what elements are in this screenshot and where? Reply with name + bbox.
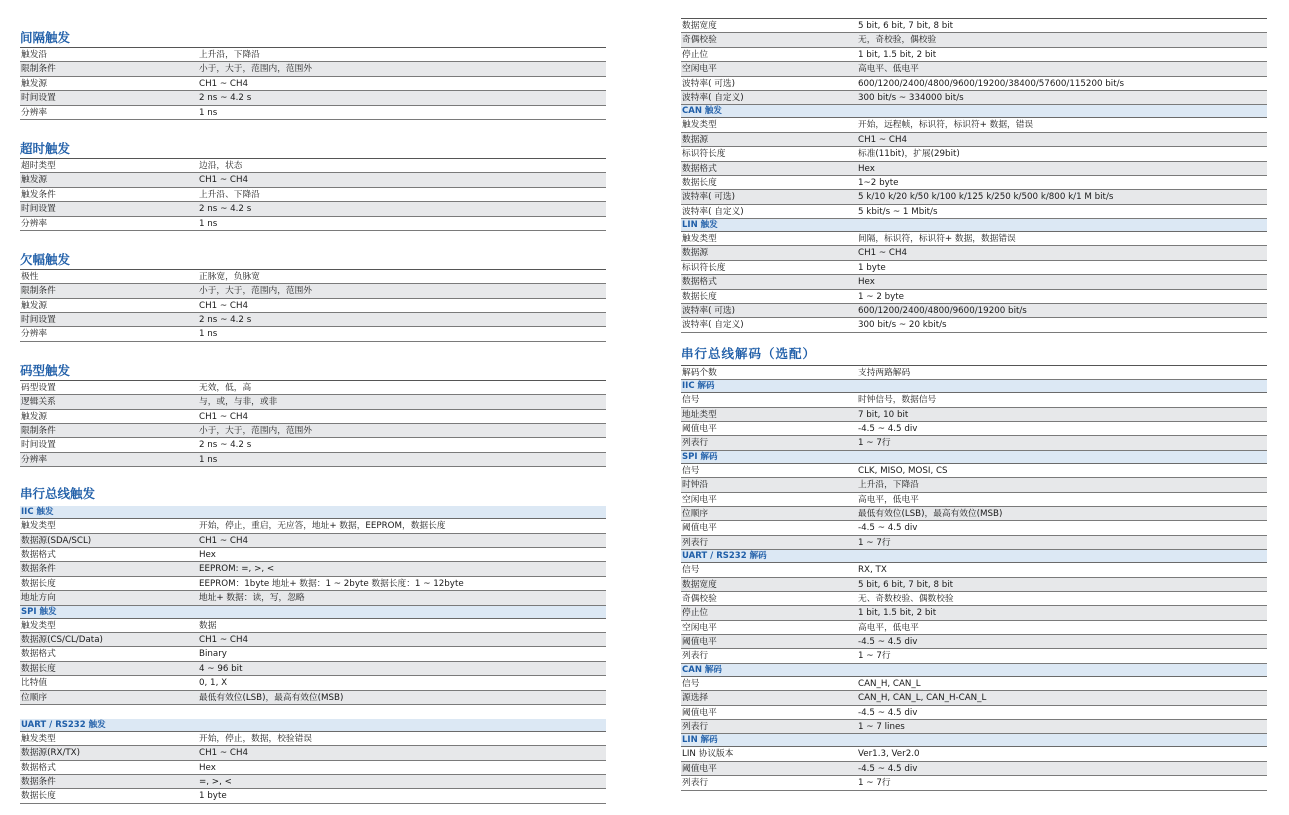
spec-row: [20, 327, 606, 341]
spec-table-uart-decode: [681, 563, 1267, 664]
section-title-serial-trigger: 串行总线触发: [20, 486, 96, 502]
spec-key: 列表行: [682, 778, 709, 789]
spec-key: 限制条件: [21, 286, 56, 297]
section-title-runt: 欠幅触发: [20, 251, 71, 267]
spec-key: 源选择: [682, 693, 709, 704]
spec-value: 无，奇校验，偶校验: [858, 35, 937, 46]
spec-table-lin-decode: [681, 747, 1267, 790]
spec-key: 比特值: [21, 678, 48, 689]
spec-row: [20, 159, 606, 173]
spec-table-uart-trigger: [20, 732, 606, 804]
spec-key: 波特率( 自定义): [682, 92, 744, 103]
spec-value: 1 ~ 7行: [858, 778, 891, 789]
spec-row: [681, 190, 1267, 204]
spec-table-decode-count: [681, 365, 1267, 380]
spec-value: Binary: [199, 649, 227, 660]
spec-row: [20, 188, 606, 202]
spec-key: 分辨率: [21, 329, 48, 340]
spec-table-pattern: [20, 380, 606, 467]
spec-value: 高电平，低电平: [858, 622, 919, 633]
spec-key: LIN 协议版本: [682, 749, 734, 760]
spec-key: 触发类型: [21, 620, 56, 631]
spec-row: [681, 621, 1267, 635]
spec-value: CH1 ~ CH4: [199, 300, 249, 311]
spec-value: 1 ns: [199, 329, 218, 340]
spec-table-lin-trigger: [681, 232, 1267, 333]
spec-key: 信号: [682, 395, 700, 406]
spec-value: 600/1200/2400/4800/9600/19200/38400/57600/115200 bit/s: [858, 78, 1125, 89]
spec-value: -4.5 ~ 4.5 div: [858, 423, 918, 434]
spec-value: Hex: [199, 762, 216, 773]
spec-key: 数据宽度: [682, 21, 717, 31]
spec-row: [20, 577, 606, 591]
spec-key: 列表行: [682, 722, 709, 733]
spec-row: [20, 173, 606, 187]
spec-row: [681, 762, 1267, 776]
section-title-interval: 间隔触发: [20, 30, 71, 45]
spec-value: 1 ~ 7行: [858, 537, 891, 548]
spec-value: 小于，大于，范围内，范围外: [199, 64, 312, 75]
spec-value: 与，或，与非，或非: [199, 397, 278, 408]
spec-key: 时间设置: [21, 204, 56, 215]
spec-key: 数据源: [682, 248, 709, 259]
spec-row: [681, 649, 1267, 663]
spec-value: 小于，大于，范围内，范围外: [199, 286, 312, 297]
spec-row: [681, 19, 1267, 33]
subsection-title-can-decode: CAN 解码: [681, 664, 1267, 677]
spec-value: 1 ~ 7行: [858, 651, 891, 662]
spec-row: [20, 313, 606, 327]
spec-key: 列表行: [682, 537, 709, 548]
spec-row: [20, 299, 606, 313]
spec-value: 0, 1, X: [199, 678, 228, 689]
spec-value: 1 ~ 7行: [858, 438, 891, 449]
spec-row: [20, 534, 606, 548]
spec-row: [20, 662, 606, 676]
spec-key: 码型设置: [21, 382, 56, 393]
spec-value: EEPROM：1byte 地址+ 数据：1 ~ 2byte 数据长度：1 ~ 12byte: [199, 578, 464, 589]
spec-key: 波特率( 可选): [682, 78, 735, 89]
spec-key: 标识符长度: [682, 262, 726, 273]
spec-value: 300 bit/s ~ 334000 bit/s: [858, 92, 964, 103]
spec-row: [681, 147, 1267, 161]
spec-value: 上升沿、下降沿: [199, 189, 260, 200]
spec-key: 空闲电平: [682, 494, 717, 505]
spec-key: 标识符长度: [682, 149, 726, 160]
spec-row: [20, 91, 606, 105]
spec-key: 逻辑关系: [21, 397, 56, 408]
spec-row: [20, 548, 606, 562]
spec-row: [681, 422, 1267, 436]
spec-value: 开始，停止，重启，无应答，地址+ 数据，EEPROM，数据长度: [199, 521, 446, 532]
spec-table-iic-decode: [681, 393, 1267, 451]
subsection-title-uart-decode: UART / RS232 解码: [681, 550, 1267, 563]
spec-key: 波特率( 可选): [682, 306, 735, 317]
spec-key: 阈值电平: [682, 523, 717, 534]
spec-value: 上升沿，下降沿: [858, 480, 919, 491]
spec-key: 触发源: [21, 78, 48, 89]
spec-table-can-decode: [681, 677, 1267, 735]
spec-value: Hex: [199, 549, 216, 560]
spec-key: 数据格式: [21, 549, 56, 560]
spec-value: 2 ns ~ 4.2 s: [199, 315, 252, 326]
spec-row: [681, 691, 1267, 705]
spec-key: 数据长度: [21, 791, 56, 802]
spec-row: [20, 789, 606, 803]
spec-value: 300 bit/s ~ 20 kbit/s: [858, 320, 947, 331]
spec-key: 数据格式: [21, 649, 56, 660]
spec-value: 支持两路解码: [858, 367, 911, 378]
spec-value: 地址+ 数据：读，写，忽略: [199, 593, 305, 604]
spec-value: 1 ns: [199, 454, 218, 465]
spec-value: 2 ns ~ 4.2 s: [199, 440, 252, 451]
spec-row: [20, 438, 606, 452]
spec-row: [20, 775, 606, 789]
spec-row: [681, 706, 1267, 720]
spec-key: 奇偶校验: [682, 593, 717, 604]
spec-row: [681, 393, 1267, 407]
spec-row: [681, 408, 1267, 422]
spec-key: 信号: [682, 465, 700, 476]
subsection-title-lin-trigger: LIN 触发: [681, 219, 1267, 232]
spec-key: 数据源(SDA/SCL): [21, 535, 92, 546]
spec-value: Hex: [858, 277, 875, 288]
spec-key: 空闲电平: [682, 64, 717, 75]
spec-key: 波特率( 可选): [682, 192, 735, 203]
spec-key: 信号: [682, 678, 700, 689]
spec-key: 极性: [21, 271, 39, 282]
spec-row: [20, 676, 606, 690]
spec-row: [681, 436, 1267, 450]
spec-row: [20, 691, 606, 705]
spec-row: [20, 761, 606, 775]
spec-value: CAN_H, CAN_L, CAN_H-CAN_L: [858, 693, 987, 704]
spec-row: [681, 478, 1267, 492]
subsection-title-uart-trigger: UART / RS232 触发: [20, 719, 606, 732]
spec-value: 间隔，标识符，标识符+ 数据，数据错误: [858, 234, 1016, 245]
spec-key: 位顺序: [21, 692, 48, 703]
spec-key: 触发源: [21, 411, 48, 422]
spec-key: 数据长度: [21, 578, 56, 589]
spec-key: 数据条件: [21, 777, 56, 788]
spec-table-runt: [20, 269, 606, 342]
spec-key: 解码个数: [682, 367, 717, 378]
spec-value: 1 byte: [858, 262, 886, 273]
spec-row: [681, 232, 1267, 246]
spec-value: 开始，停止，数据，校验错误: [199, 733, 312, 744]
subsection-title-spi-decode: SPI 解码: [681, 451, 1267, 464]
spec-row: [681, 747, 1267, 761]
spec-value: 最低有效位(LSB)，最高有效位(MSB): [858, 508, 1003, 519]
spec-value: CH1 ~ CH4: [199, 748, 249, 759]
spec-row: [681, 261, 1267, 275]
spec-value: 时钟信号，数据信号: [858, 395, 937, 406]
spec-key: 波特率( 自定义): [682, 206, 744, 217]
spec-key: 阈值电平: [682, 423, 717, 434]
spec-key: 地址方向: [21, 593, 56, 604]
spec-row: [681, 304, 1267, 318]
spec-key: 数据宽度: [682, 579, 717, 590]
spec-key: 数据长度: [682, 177, 717, 188]
spec-row: [681, 91, 1267, 105]
spec-value: CH1 ~ CH4: [199, 411, 249, 422]
spec-key: 分辨率: [21, 454, 48, 465]
spec-table-interval: [20, 47, 606, 120]
spec-value: 2 ns ~ 4.2 s: [199, 204, 252, 215]
spec-value: -4.5 ~ 4.5 div: [858, 637, 918, 648]
spec-row: [20, 647, 606, 661]
spec-row: [681, 578, 1267, 592]
spec-value: 1 bit, 1.5 bit, 2 bit: [858, 49, 937, 60]
spec-key: 数据格式: [682, 163, 717, 174]
spec-value: CH1 ~ CH4: [199, 78, 249, 89]
spec-row: [20, 591, 606, 605]
spec-row: [20, 202, 606, 216]
spec-row: [681, 205, 1267, 219]
spec-row: [681, 290, 1267, 304]
spec-key: 数据源: [682, 134, 709, 145]
spec-key: 数据格式: [682, 277, 717, 288]
spec-key: 列表行: [682, 438, 709, 449]
spec-value: 2 ns ~ 4.2 s: [199, 93, 252, 104]
left-column: [20, 0, 606, 804]
spec-row: [20, 395, 606, 409]
spec-value: 正脉宽，负脉宽: [199, 271, 260, 282]
spec-row: [681, 77, 1267, 91]
spec-value: 数据: [199, 620, 217, 631]
spec-row: [20, 381, 606, 395]
spec-key: 奇偶校验: [682, 35, 717, 46]
spec-row: [20, 48, 606, 62]
spec-key: 位顺序: [682, 508, 709, 519]
spec-key: 触发源: [21, 300, 48, 311]
spec-row: [681, 563, 1267, 577]
spec-row: [20, 284, 606, 298]
spec-key: 空闲电平: [682, 622, 717, 633]
spec-key: 分辨率: [21, 218, 48, 229]
spec-key: 触发类型: [682, 234, 717, 245]
spec-row: [20, 453, 606, 467]
spec-value: 600/1200/2400/4800/9600/19200 bit/s: [858, 306, 1027, 317]
spec-value: CH1 ~ CH4: [858, 248, 908, 259]
spec-value: RX, TX: [858, 565, 887, 576]
spec-value: 1~2 byte: [858, 177, 899, 188]
spec-key: 时间设置: [21, 315, 56, 326]
spec-key: 数据条件: [21, 564, 56, 575]
spec-key: 波特率( 自定义): [682, 320, 744, 331]
spec-value: Hex: [858, 163, 875, 174]
spec-key: 触发类型: [682, 120, 717, 131]
spec-row: [681, 606, 1267, 620]
spec-key: 触发沿: [21, 50, 48, 60]
spec-key: 时间设置: [21, 440, 56, 451]
spec-row: [681, 275, 1267, 289]
spec-row: [20, 270, 606, 284]
spec-key: 触发类型: [21, 733, 56, 744]
spec-value: 5 bit, 6 bit, 7 bit, 8 bit: [858, 21, 954, 31]
spec-row: [681, 246, 1267, 260]
spec-value: -4.5 ~ 4.5 div: [858, 523, 918, 534]
spec-row: [681, 521, 1267, 535]
spec-value: =, >, <: [199, 777, 232, 788]
spec-row: [20, 410, 606, 424]
spec-value: 无效，低，高: [199, 382, 252, 393]
right-column: [681, 0, 1267, 791]
spec-value: 1 byte: [199, 791, 227, 802]
spec-row: [20, 562, 606, 576]
spec-value: 1 ~ 2 byte: [858, 291, 905, 302]
spec-value: 5 kbit/s ~ 1 Mbit/s: [858, 206, 938, 217]
spec-key: 数据长度: [21, 663, 56, 674]
section-title-serial-decode: 串行总线解码（选配）: [681, 345, 817, 361]
spec-value: -4.5 ~ 4.5 div: [858, 707, 918, 718]
spec-value: 1 bit, 1.5 bit, 2 bit: [858, 608, 937, 619]
subsection-title-spi-trigger: SPI 触发: [20, 606, 606, 619]
spec-value: 最低有效位(LSB)，最高有效位(MSB): [199, 692, 344, 703]
spec-key: 触发条件: [21, 189, 56, 200]
spec-row: [681, 464, 1267, 478]
spec-row: [20, 619, 606, 633]
spec-row: [681, 48, 1267, 62]
spec-row: [681, 677, 1267, 691]
spec-key: 触发类型: [21, 521, 56, 532]
spec-key: 限制条件: [21, 64, 56, 75]
spec-table-timeout: [20, 158, 606, 231]
spec-key: 时钟沿: [682, 480, 709, 491]
spec-table-can-trigger: [681, 118, 1267, 219]
subsection-title-iic-trigger: IIC 触发: [20, 506, 606, 519]
spec-value: Ver1.3, Ver2.0: [858, 749, 920, 760]
spec-table-spi-decode: [681, 464, 1267, 550]
subsection-title-can-trigger: CAN 触发: [681, 105, 1267, 118]
spec-value: 7 bit, 10 bit: [858, 409, 909, 420]
spec-value: EEPROM: =, >, <: [199, 564, 275, 575]
spec-row: [681, 720, 1267, 734]
spec-key: 分辨率: [21, 107, 48, 118]
spec-key: 列表行: [682, 651, 709, 662]
spec-row: [681, 507, 1267, 521]
spec-row: [681, 176, 1267, 190]
spec-row: [681, 62, 1267, 76]
spec-value: CH1 ~ CH4: [199, 634, 249, 645]
spec-key: 信号: [682, 565, 700, 576]
spec-key: 数据格式: [21, 762, 56, 773]
spec-value: CAN_H, CAN_L: [858, 678, 921, 689]
spec-row: [681, 536, 1267, 550]
spec-key: 触发源: [21, 175, 48, 186]
spec-row: [681, 592, 1267, 606]
spec-row: [20, 424, 606, 438]
spec-value: 边沿，状态: [199, 160, 243, 171]
spec-value: 1 ns: [199, 107, 218, 118]
spec-row: [20, 732, 606, 746]
spec-row: [20, 746, 606, 760]
spec-value: 4 ~ 96 bit: [199, 663, 243, 674]
spec-row: [20, 217, 606, 231]
spec-key: 阈值电平: [682, 763, 717, 774]
spec-value: 开始，远程帧，标识符，标识符+ 数据，错误: [858, 120, 1034, 131]
spec-row: [20, 62, 606, 76]
spec-row: [681, 33, 1267, 47]
spec-table-spi-trigger: [20, 619, 606, 705]
spec-value: 小于，大于，范围内，范围外: [199, 426, 312, 437]
spec-row: [681, 493, 1267, 507]
spec-key: 停止位: [682, 608, 709, 619]
spec-value: 高电平、低电平: [858, 64, 919, 75]
spec-value: 1 ns: [199, 218, 218, 229]
spec-row: [681, 776, 1267, 790]
subsection-title-lin-decode: LIN 解码: [681, 734, 1267, 747]
spec-value: CLK, MISO, MOSI, CS: [858, 465, 948, 476]
spec-row: [681, 318, 1267, 332]
spec-value: 上升沿，下降沿: [199, 50, 260, 60]
spec-value: 标准(11bit)，扩展(29bit): [858, 149, 960, 160]
spec-key: 阈值电平: [682, 707, 717, 718]
spec-row: [681, 366, 1267, 380]
spec-key: 停止位: [682, 49, 709, 60]
spec-key: 数据源(RX/TX): [21, 748, 81, 759]
section-title-pattern: 码型触发: [20, 362, 71, 378]
spec-table-iic-trigger: [20, 519, 606, 605]
spec-row: [20, 519, 606, 533]
spec-key: 地址类型: [682, 409, 717, 420]
spec-key: 限制条件: [21, 426, 56, 437]
spec-row: [681, 118, 1267, 132]
spec-value: CH1 ~ CH4: [858, 134, 908, 145]
spec-value: CH1 ~ CH4: [199, 535, 249, 546]
spec-row: [681, 635, 1267, 649]
spec-row: [681, 133, 1267, 147]
spec-key: 超时类型: [21, 160, 56, 171]
spec-key: 阈值电平: [682, 637, 717, 648]
spec-table-uart-trigger-cont: [681, 18, 1267, 105]
subsection-title-iic-decode: IIC 解码: [681, 380, 1267, 393]
spec-key: 时间设置: [21, 93, 56, 104]
spec-key: 数据长度: [682, 291, 717, 302]
spec-key: 数据源(CS/CL/Data): [21, 634, 103, 645]
spec-row: [20, 633, 606, 647]
spec-row: [681, 162, 1267, 176]
spec-value: 5 k/10 k/20 k/50 k/100 k/125 k/250 k/500 k/800 k/1 M bit/s: [858, 192, 1114, 203]
spec-value: -4.5 ~ 4.5 div: [858, 763, 918, 774]
section-title-timeout: 超时触发: [20, 140, 71, 156]
spec-value: CH1 ~ CH4: [199, 175, 249, 186]
spec-value: 无、奇数校验、偶数校验: [858, 593, 954, 604]
spec-row: [20, 106, 606, 120]
spec-value: 高电平，低电平: [858, 494, 919, 505]
spec-row: [20, 77, 606, 91]
spec-value: 1 ~ 7 lines: [858, 722, 905, 733]
spec-value: 5 bit, 6 bit, 7 bit, 8 bit: [858, 579, 954, 590]
